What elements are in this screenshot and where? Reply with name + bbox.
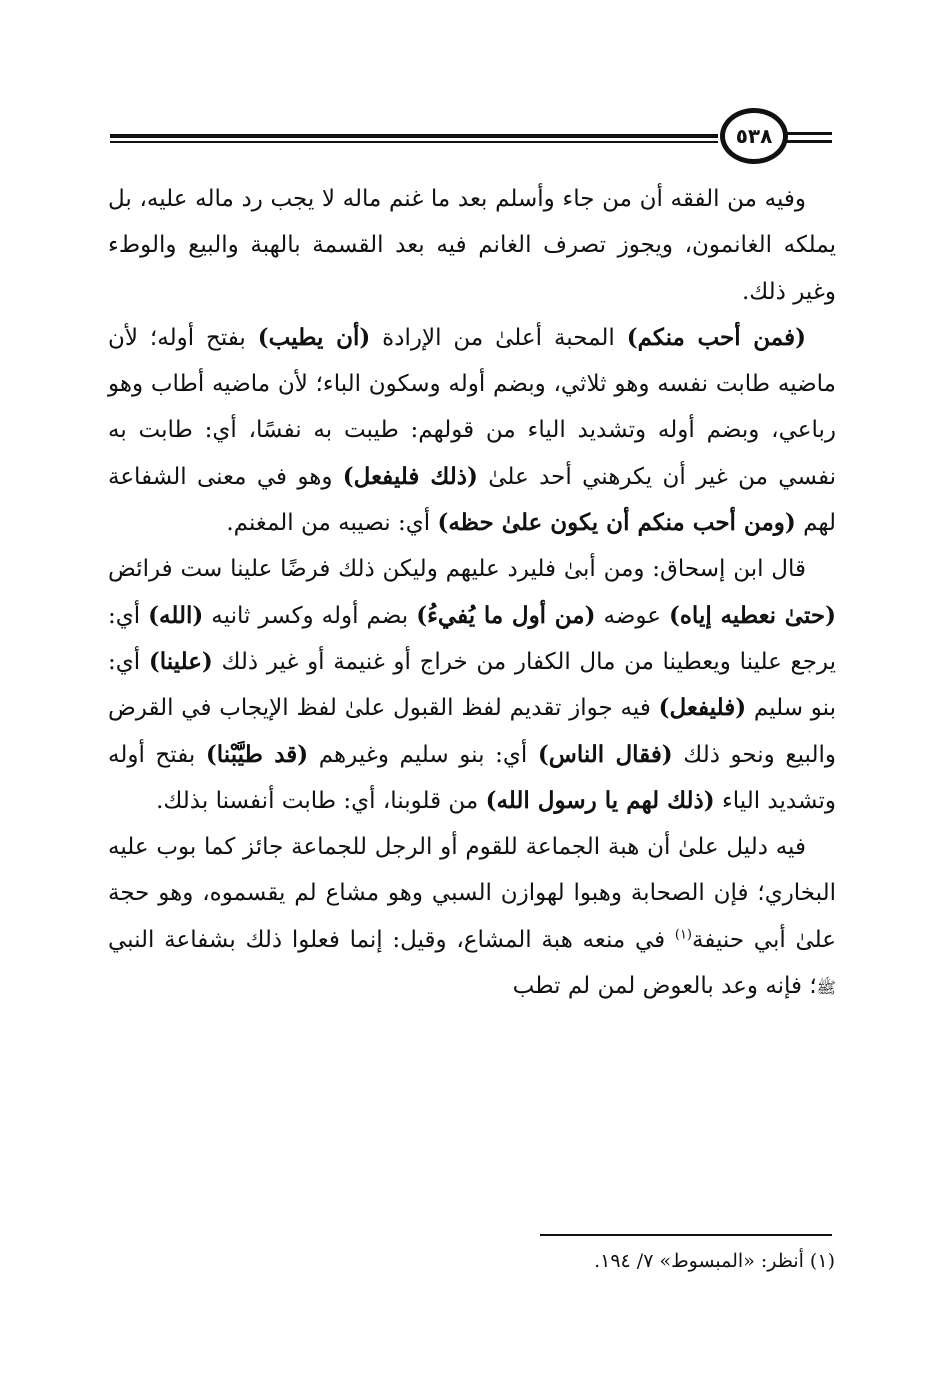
quoted-hadith-phrase: (الله) — [148, 601, 204, 629]
paragraph — [108, 546, 836, 824]
text-run: في منعه هبة المشاع، وقيل: إنما فعلوا ذلك بشفاعة النبي — [108, 926, 675, 953]
header-rule-tail — [784, 132, 832, 135]
page-number: ٥٣٨ — [735, 124, 773, 148]
quoted-hadith-phrase: (ذلك فليفعل) — [342, 462, 478, 490]
header-rule-thin — [110, 141, 718, 143]
quoted-hadith-phrase: (علينا) — [148, 647, 213, 675]
text-run: من قلوبنا، أي: طابت أنفسنا بذلك. — [156, 787, 486, 814]
header-rule — [110, 134, 718, 138]
text-run: بضم أوله وكسر ثانيه — [203, 602, 417, 629]
text-run: قال ابن إسحاق: ومن أبىٰ فليرد عليهم وليكن ذلك فرضًا علينا ست فرائض — [108, 556, 806, 583]
quoted-hadith-phrase: (أن يطيب) — [257, 323, 371, 351]
text-run: فيه دليل علىٰ أن هبة الجماعة للقوم أو الرجل للجماعة جائز كما بوب عليه البخاري؛ فإن الصحابة وهبوا لهوازن السبي وهو مشاع لم يقسموه، وهو حجة علىٰ أبي حنيفة — [108, 834, 836, 953]
text-run: وفيه من الفقه أن من جاء وأسلم بعد ما غنم ماله لا يجب رد ماله عليه، بل يملكه الغانمون، ويجوز تصرف الغانم فيه بعد القسمة بالهبة والبيع والوطء وغير ذلك. — [108, 186, 836, 305]
footnotes — [300, 1244, 835, 1278]
quoted-hadith-phrase: (ومن أحب منكم أن يكون علىٰ حظه) — [437, 509, 796, 537]
quoted-hadith-phrase: (ذلك لهم يا رسول الله) — [485, 786, 715, 814]
paragraph — [108, 824, 836, 1011]
text-run: أي: يرجع علينا ويعطينا من مال الكفار من خراج أو غنيمة أو غير ذلك — [108, 602, 837, 675]
text-run: بفتح أوله وتشديد الياء — [108, 741, 836, 814]
footnote-separator — [540, 1234, 832, 1236]
text-run: عوضه — [595, 602, 669, 629]
text-run: أي: نصيبه من المغنم. — [226, 510, 438, 537]
text-run: فيه جواز تقديم لفظ القبول علىٰ لفظ الإيجاب في القرض والبيع ونحو ذلك — [108, 695, 837, 768]
text-run: وهو في معنى الشفاعة لهم — [108, 463, 836, 537]
text-run: المحبة أعلىٰ من الإرادة — [370, 324, 627, 351]
text-run: أي: بنو سليم — [108, 648, 836, 722]
quoted-hadith-phrase: (حتىٰ نعطيه إياه) — [669, 601, 837, 629]
quoted-hadith-phrase: (فليفعل) — [658, 694, 747, 722]
quoted-hadith-phrase: (فمن أحب منكم) — [626, 323, 806, 351]
footnote-reference: (١) — [674, 927, 692, 943]
quoted-hadith-phrase: (فقال الناس) — [537, 740, 673, 768]
header-rule-tail — [784, 140, 832, 143]
footnote-item: (١) أنظر: «المبسوط» ٧/ ١٩٤. — [594, 1250, 835, 1272]
quoted-hadith-phrase: (من أول ما يُفيءُ) — [416, 601, 596, 629]
page-header — [110, 108, 832, 164]
text-run: ؛ فإنه وعد بالعوض لمن لم تطب — [512, 973, 817, 1000]
paragraph — [108, 176, 836, 315]
text-run: أي: بنو سليم وغيرهم — [308, 741, 538, 768]
quoted-hadith-phrase: (قد طيَّبْنا) — [205, 740, 309, 768]
main-text — [108, 176, 836, 1011]
text-run: بفتح أوله؛ لأن ماضيه طابت نفسه وهو ثلاثي، وبضم أوله وسكون الباء؛ لأن ماضيه أطاب وهو رباعي، وبضم أوله وتشديد الياء من قولهم: طيبت به نفسًا، أي: طابت به نفسي من غير أن يكرهني أحد علىٰ — [108, 324, 836, 490]
honorific-symbol: ﷺ — [816, 978, 836, 998]
page-number-badge — [720, 108, 788, 164]
paragraph — [108, 315, 836, 546]
